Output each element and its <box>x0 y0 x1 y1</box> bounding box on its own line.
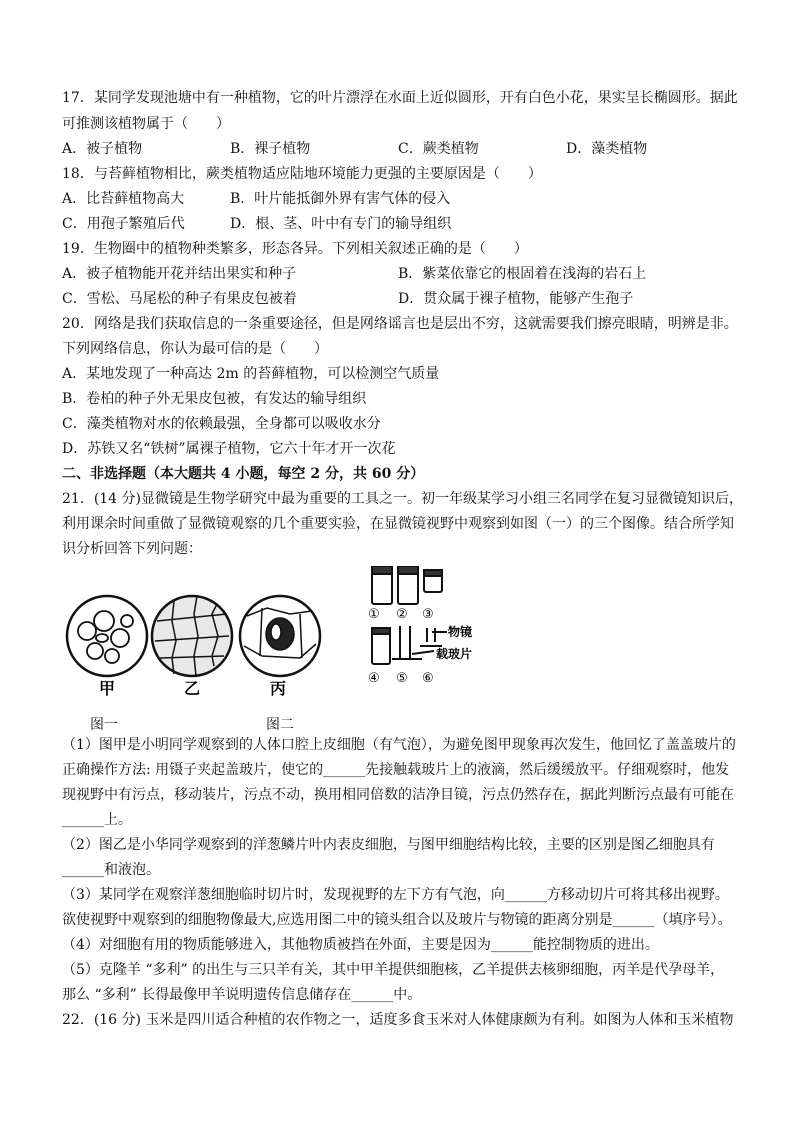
q21-p1-line3: 现视野中有污点，移动装片，污点不动，换用相同倍数的洁净目镜，污点仍然存在，据此判断污点最有可能在 <box>62 787 734 803</box>
q21-p5-line2: 那么 “多利” 长得最像甲羊说明遗传信息储存在______中。 <box>62 987 422 1003</box>
microscope-figures <box>62 566 742 736</box>
q17-option-d: D．藻类植物 <box>566 141 648 157</box>
q18-stem: 18．与苔藓植物相比，蕨类植物适应陆地环境能力更强的主要原因是（ ） <box>62 166 542 182</box>
q20-option-d: D．苏铁又名“铁树”属裸子植物，它六十年才开一次花 <box>62 441 396 457</box>
cell-view-yi <box>152 596 232 676</box>
q17-stem-line1: 17．某同学发现池塘中有一种植物，它的叶片漂浮在水面上近似圆形，开有白色小花，果实呈长椭圆形。据此 <box>62 90 738 106</box>
caption-fig1: 图一 <box>90 717 118 733</box>
fig2-label-objective: 物镜 <box>448 625 473 639</box>
fig2-number-2: ② <box>396 607 408 622</box>
q21-p2-line1: （2）图乙是小华同学观察到的洋葱鳞片叶内表皮细胞，与图甲细胞结构比较，主要的区别是图乙细胞具有 <box>62 837 715 853</box>
q18-option-b: B．叶片能抵御外界有害气体的侵入 <box>230 191 451 207</box>
q22-stem-line1: 22．(16 分) 玉米是四川适合种植的农作物之一，适度多食玉米对人体健康颇为有利。如图为人体和玉米植物 <box>62 1012 734 1028</box>
q21-p5-line1: （5）克隆羊 “多利” 的出生与三只羊有关，其中甲羊提供细胞核，乙羊提供去核卵细胞，丙羊是代孕母羊， <box>62 962 725 978</box>
fig2-number-6: ⑥ <box>422 671 434 686</box>
q21-p1-line4: ______上。 <box>62 812 132 828</box>
q20-option-b: B．卷柏的种子外无果皮包被，有发达的输导组织 <box>62 391 367 407</box>
fig2-number-4: ④ <box>368 671 380 686</box>
q17-option-b: B．裸子植物 <box>230 141 311 157</box>
q17-stem-line2: 可推测该植物属于（ ） <box>62 116 230 132</box>
q21-p2-line2: ______和液泡。 <box>62 862 160 878</box>
q21-p4-line1: （4）对细胞有用的物质能够进入，其他物质被挡在外面，主要是因为______能控制物质的进出。 <box>62 937 659 953</box>
q17-option-a: A．被子植物 <box>62 141 143 157</box>
q19-option-d: D．贯众属于裸子植物，能够产生孢子 <box>398 291 634 307</box>
q17-option-c: C．蕨类植物 <box>398 141 479 157</box>
q19-option-a: A．被子植物能开花并结出果实和种子 <box>62 266 297 282</box>
q21-p1-line2: 正确操作方法: 用镊子夹起盖玻片，使它的______先接触载玻片上的液滴，然后缓缓放平。仔细观察时，他发 <box>62 762 730 778</box>
fig2-number-5: ⑤ <box>396 671 408 686</box>
cell-view-bing <box>240 596 320 676</box>
q20-stem-line2: 下列网络信息，你认为最可信的是（ ） <box>62 341 328 357</box>
q18-option-a: A．比苔藓植物高大 <box>62 191 185 207</box>
q21-stem-line3: 识分析回答下列问题： <box>62 541 202 557</box>
q18-option-d: D．根、茎、叶中有专门的输导组织 <box>230 216 452 232</box>
q20-option-a: A．某地发现了一种高达 2m 的苔藓植物，可以检测空气质量 <box>62 366 440 382</box>
fig2-label-slide: 载玻片 <box>436 647 473 661</box>
q19-stem: 19．生物圈中的植物种类繁多，形态各异。下列相关叙述正确的是（ ） <box>62 241 528 257</box>
q20-stem-line1: 20．网络是我们获取信息的一条重要途径，但是网络谣言也是层出不穷，这就需要我们擦亮眼睛，明辨是非。 <box>62 316 738 332</box>
fig2-number-1: ① <box>368 607 380 622</box>
q21-stem-line2: 利用课余时间重做了显微镜观察的几个重要实验，在显微镜视野中观察到如图（一）的三个图像。结合所学知 <box>62 516 734 532</box>
q21-figures <box>62 566 742 736</box>
cell-view-jia <box>67 596 147 676</box>
fig2-number-3: ③ <box>422 607 434 622</box>
q19-option-c: C．雪松、马尾松的种子有果皮包被着 <box>62 291 297 307</box>
q21-stem-line1: 21．(14 分)显微镜是生物学研究中最为重要的工具之一。初一年级某学习小组三名同学在复习显微镜知识后， <box>62 491 744 507</box>
lens-eyepieces <box>372 566 442 604</box>
fig1-label-jia: 甲 <box>99 679 116 698</box>
q21-p3-line2: 欲使视野中观察到的细胞物像最大,应选用图二中的镜头组合以及玻片与物镜的距离分别是______（填序号）。 <box>62 912 732 928</box>
caption-fig2: 图二 <box>266 717 294 733</box>
fig1-label-yi: 乙 <box>184 679 201 698</box>
q18-option-c: C．用孢子繁殖后代 <box>62 216 185 232</box>
q19-option-b: B．紫菜依靠它的根固着在浅海的岩石上 <box>398 266 647 282</box>
fig1-label-bing: 丙 <box>270 679 287 698</box>
q20-option-c: C．藻类植物对水的依赖最强，全身都可以吸收水分 <box>62 416 381 432</box>
q21-p1-line1: （1）图甲是小明同学观察到的人体口腔上皮细胞（有气泡），为避免图甲现象再次发生，他回忆了盖盖玻片的 <box>62 737 736 753</box>
q21-p3-line1: （3）某同学在观察洋葱细胞临时切片时，发现视野的左下方有气泡，向______方移动切片可将其移出视野。 <box>62 887 729 903</box>
section2-heading: 二、非选择题（本大题共 4 小题，每空 2 分，共 60 分） <box>62 466 425 482</box>
